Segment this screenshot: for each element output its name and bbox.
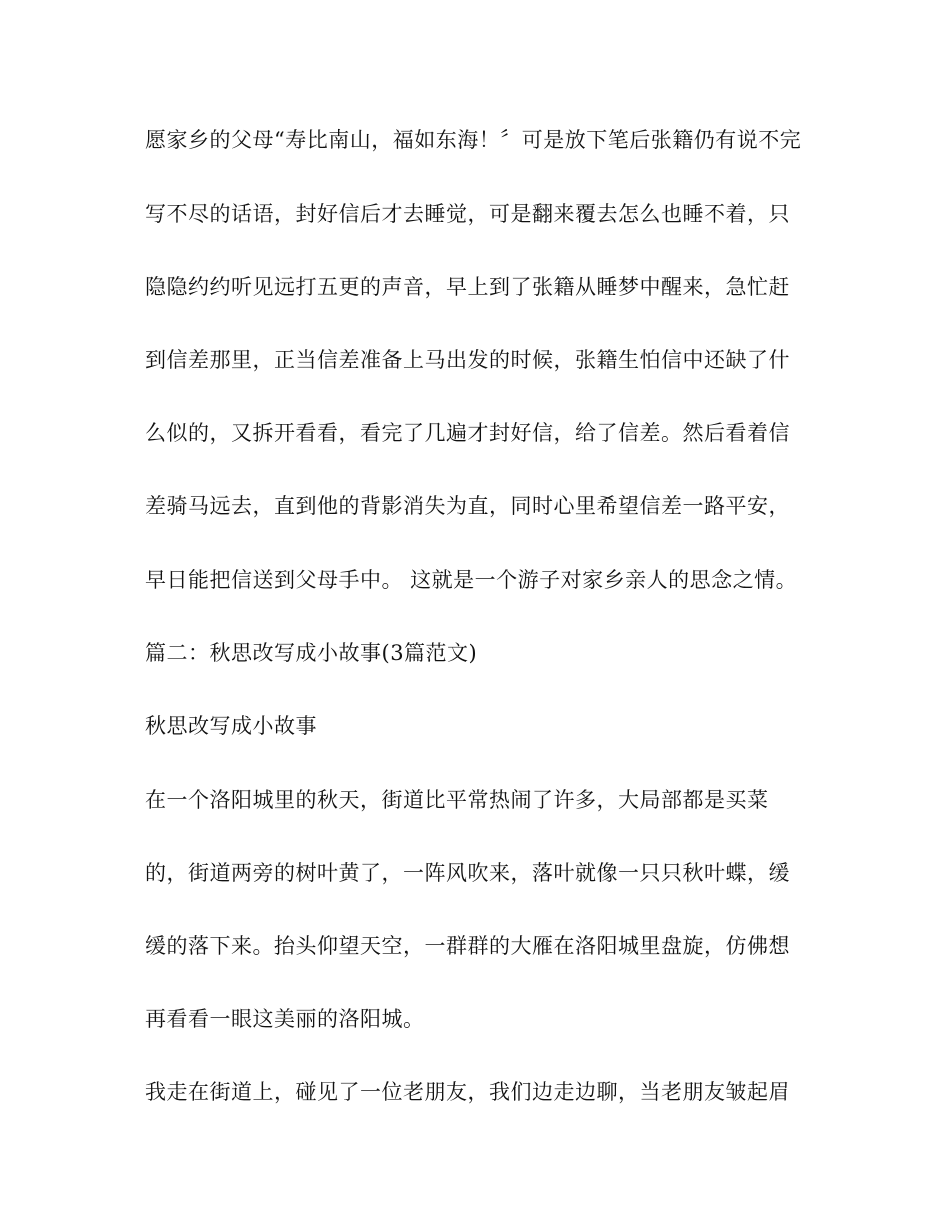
paragraph-line: 再看看一眼这美丽的洛阳城。 xyxy=(145,1007,425,1031)
paragraph-line: 的，街道两旁的树叶黄了，一阵风吹来，落叶就像一只只秋叶蝶，缓 xyxy=(145,861,790,885)
paragraph-line: 隐隐约约听见远打五更的声音，早上到了张籍从睡梦中醒来，急忙赶 xyxy=(145,275,790,299)
story-title: 秋思改写成小故事 xyxy=(145,714,317,738)
paragraph-line: 在一个洛阳城里的秋天，街道比平常热闹了许多，大局部都是买菜 xyxy=(145,788,769,812)
paragraph-line: 愿家乡的父母“寿比南山，福如东海！〞可是放下笔后张籍仍有说不完 xyxy=(145,128,802,152)
paragraph-line: 我走在街道上，碰见了一位老朋友，我们边走边聊，当老朋友皱起眉 xyxy=(145,1080,790,1104)
paragraph-line: 写不尽的话语，封好信后才去睡觉，可是翻来覆去怎么也睡不着，只 xyxy=(145,202,790,226)
paragraph-line: 到信差那里，正当信差准备上马出发的时候，张籍生怕信中还缺了什 xyxy=(145,348,790,372)
paragraph-line: 么似的，又拆开看看，看完了几遍才封好信，给了信差。然后看着信 xyxy=(145,421,790,445)
section-heading: 篇二：秋思改写成小故事(3篇范文) xyxy=(145,641,478,665)
paragraph-line: 早日能把信送到父母手中。 这就是一个游子对家乡亲人的思念之情。 xyxy=(145,568,798,592)
paragraph-line: 差骑马远去，直到他的背影消失为直，同时心里希望信差一路平安， xyxy=(145,494,790,518)
paragraph-line: 缓的落下来。抬头仰望天空，一群群的大雁在洛阳城里盘旋，仿佛想 xyxy=(145,934,790,958)
